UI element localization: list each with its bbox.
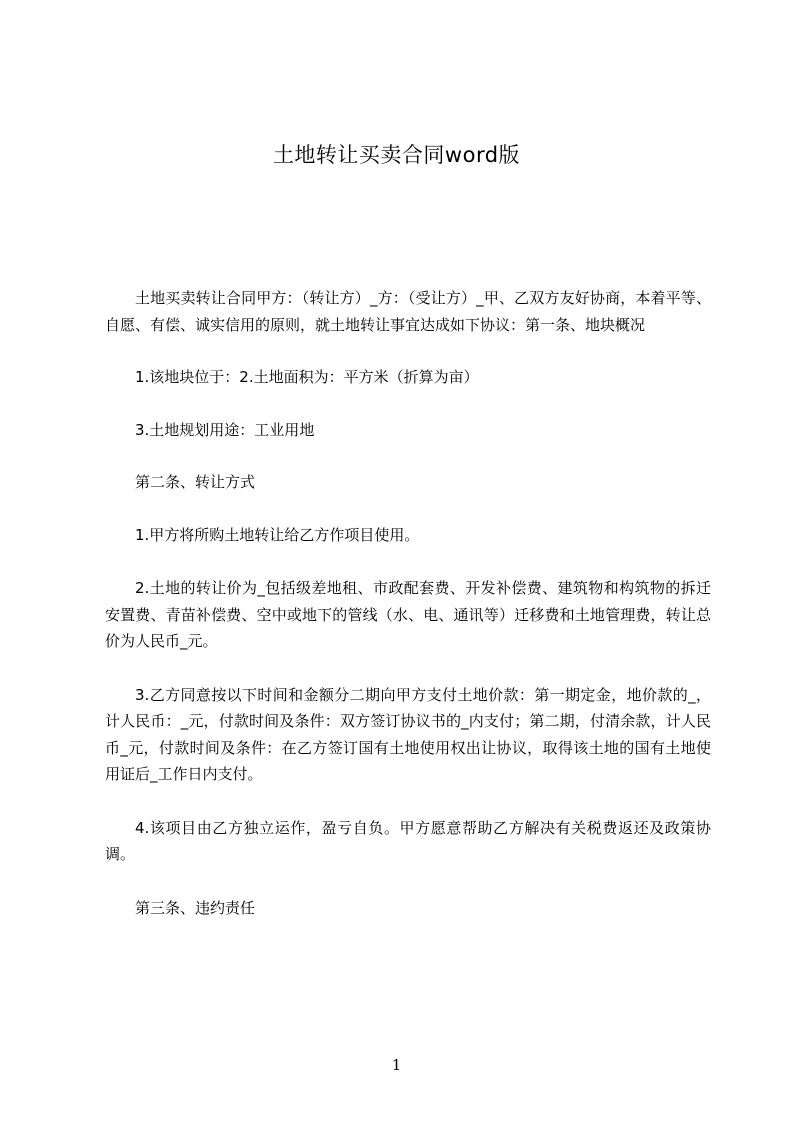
document-title: 土地转让买卖合同word版: [272, 143, 521, 167]
paragraph-independent-operation: 4.该项目由乙方独立运作，盈亏自负。甲方愿意帮助乙方解决有关税费返还及政策协调。: [105, 818, 711, 863]
section-heading-transfer-method: 第二条、转让方式: [135, 473, 256, 491]
paragraph-transfer-use: 1.甲方将所购土地转让给乙方作项目使用。: [135, 525, 420, 544]
document-body: [105, 285, 711, 921]
page-number: 1: [391, 1056, 402, 1074]
paragraph-payment-schedule: 3.乙方同意按以下时间和金额分二期向甲方支付土地价款：第一期定金，地价款的_，计人民币：_元，付款时间及条件：双方签订协议书的_内支付；第二期，付清余款，计人民币_元，付款时间及条件：在乙方签订国有土地使用权出让协议，取得该土地的国有土地使用证后_工作日内支付。: [105, 685, 711, 783]
paragraph-location-area: 1.该地块位于：2.土地面积为：平方米（折算为亩）: [135, 368, 479, 386]
paragraph-intro: 土地买卖转让合同甲方：（转让方）_方：（受让方）_甲、乙双方友好协商，本着平等、自愿、有偿、诚实信用的原则，就土地转让事宜达成如下协议：第一条、地块概况: [105, 289, 711, 334]
paragraph-land-use: 3.土地规划用途：工业用地: [135, 420, 315, 439]
section-heading-liability: 第三条、违约责任: [135, 898, 256, 917]
paragraph-transfer-price: 2.土地的转让价为_包括级差地租、市政配套费、开发补偿费、建筑物和构筑物的拆迁安置费、青苗补偿费、空中或地下的管线（水、电、通讯等）迁移费和土地管理费，转让总价为人民币_元。: [105, 579, 711, 650]
